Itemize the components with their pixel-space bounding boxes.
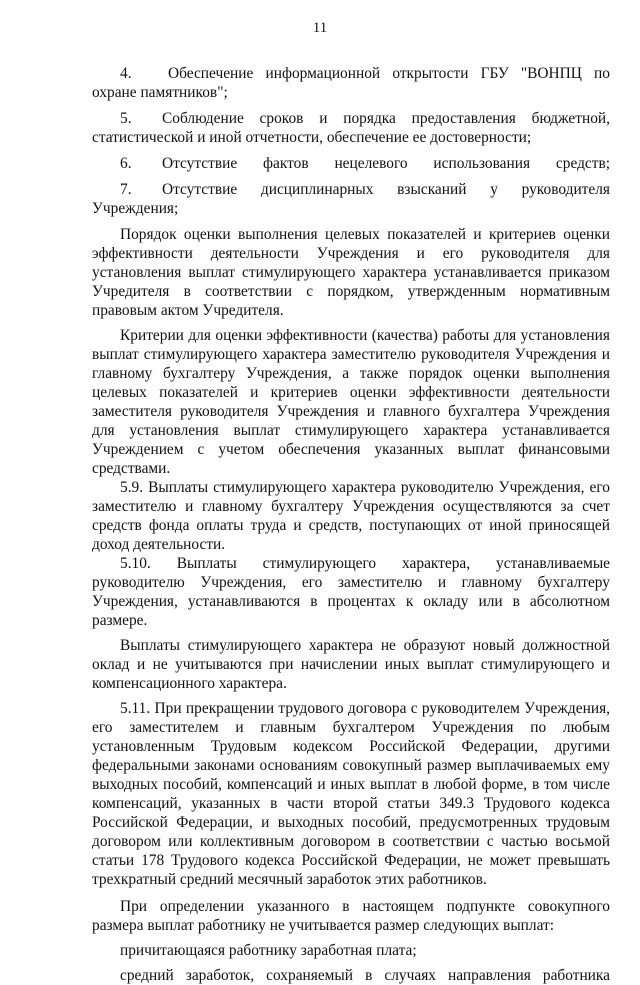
- paragraph: Критерии для оценки эффективности (качества) работы для установления выплат стимулирующего характера заместителю руководителя Учреждения и главному бухгалтеру Учреждения, а также порядок оценки выполнения целевых показателей и критериев оценки эффективности деятельности заместителя руководителя Учреждения и главного бухгалтера Учреждения для установления выплат стимулирующего характера устанавливается Учреждением с учетом обеспечения указанных выплат финансовыми средствами.: [92, 327, 610, 477]
- list-item-text: Соблюдение сроков и порядка предоставления бюджетной, статистической и иной отчетности, обеспечение ее достоверности;: [92, 110, 610, 146]
- paragraph: Выплаты стимулирующего характера не образуют новый должностной оклад и не учитываются при начислении иных выплат стимулирующего и компенсационного характера.: [92, 637, 610, 692]
- list-item-number: 4.: [120, 65, 132, 82]
- paragraph: При определении указанного в настоящем подпункте совокупного размера выплат работнику не учитывается размер следующих выплат:: [92, 898, 610, 934]
- list-item: [92, 154, 610, 173]
- paragraph: Порядок оценки выполнения целевых показателей и критериев оценки эффективности деятельности Учреждения и его руководителя для установления выплат стимулирующего характера устанавливается приказом Учредителя в соответствии с порядком, утвержденным нормативным правовым актом Учредителя.: [92, 226, 610, 319]
- document-body: [92, 64, 610, 985]
- paragraph: 5.10. Выплаты стимулирующего характера, устанавливаемые руководителю Учреждения, его заместителю и главному бухгалтеру Учреждения, устанавливаются в процентах к окладу или в абсолютном размере.: [92, 555, 610, 629]
- list-item-text: Обеспечение информационной открытости ГБУ "ВОНПЦ по охране памятников";: [92, 65, 610, 101]
- list-item: [92, 109, 610, 147]
- list-item-text: Отсутствие фактов нецелевого использования средств;: [162, 155, 610, 172]
- page-number: 11: [312, 20, 328, 36]
- list-item: [92, 180, 610, 218]
- list-item-number: 6.: [120, 155, 132, 172]
- list-item: [92, 64, 610, 102]
- paragraph: 5.9. Выплаты стимулирующего характера руководителю Учреждения, его заместителю и главному бухгалтеру Учреждения осуществляются за счет средств фонда оплаты труда и средств, поступающих от иной приносящей доход деятельности.: [92, 479, 610, 553]
- list-item-number: 5.: [120, 110, 132, 127]
- paragraph: причитающаяся работнику заработная плата;: [120, 942, 417, 959]
- paragraph: средний заработок, сохраняемый в случаях направления работника: [120, 967, 610, 984]
- list-item-text: Отсутствие дисциплинарных взысканий у руководителя Учреждения;: [92, 181, 610, 217]
- paragraph: 5.11. При прекращении трудового договора с руководителем Учреждения, его заместителем и главным бухгалтером Учреждения по любым установленным Трудовым кодексом Российской Федерации, другими федеральными законами основаниям совокупный размер выплачиваемых ему выходных пособий, компенсаций и иных выплат в любой форме, в том числе компенсаций, указанных в части второй статьи 349.3 Трудового кодекса Российской Федерации, и выходных пособий, предусмотренных трудовым договором или коллективным договором в соответствии с частью восьмой статьи 178 Трудового кодекса Российской Федерации, не может превышать трехкратный средний месячный заработок этих работников.: [92, 700, 610, 888]
- list-item-number: 7.: [120, 181, 132, 198]
